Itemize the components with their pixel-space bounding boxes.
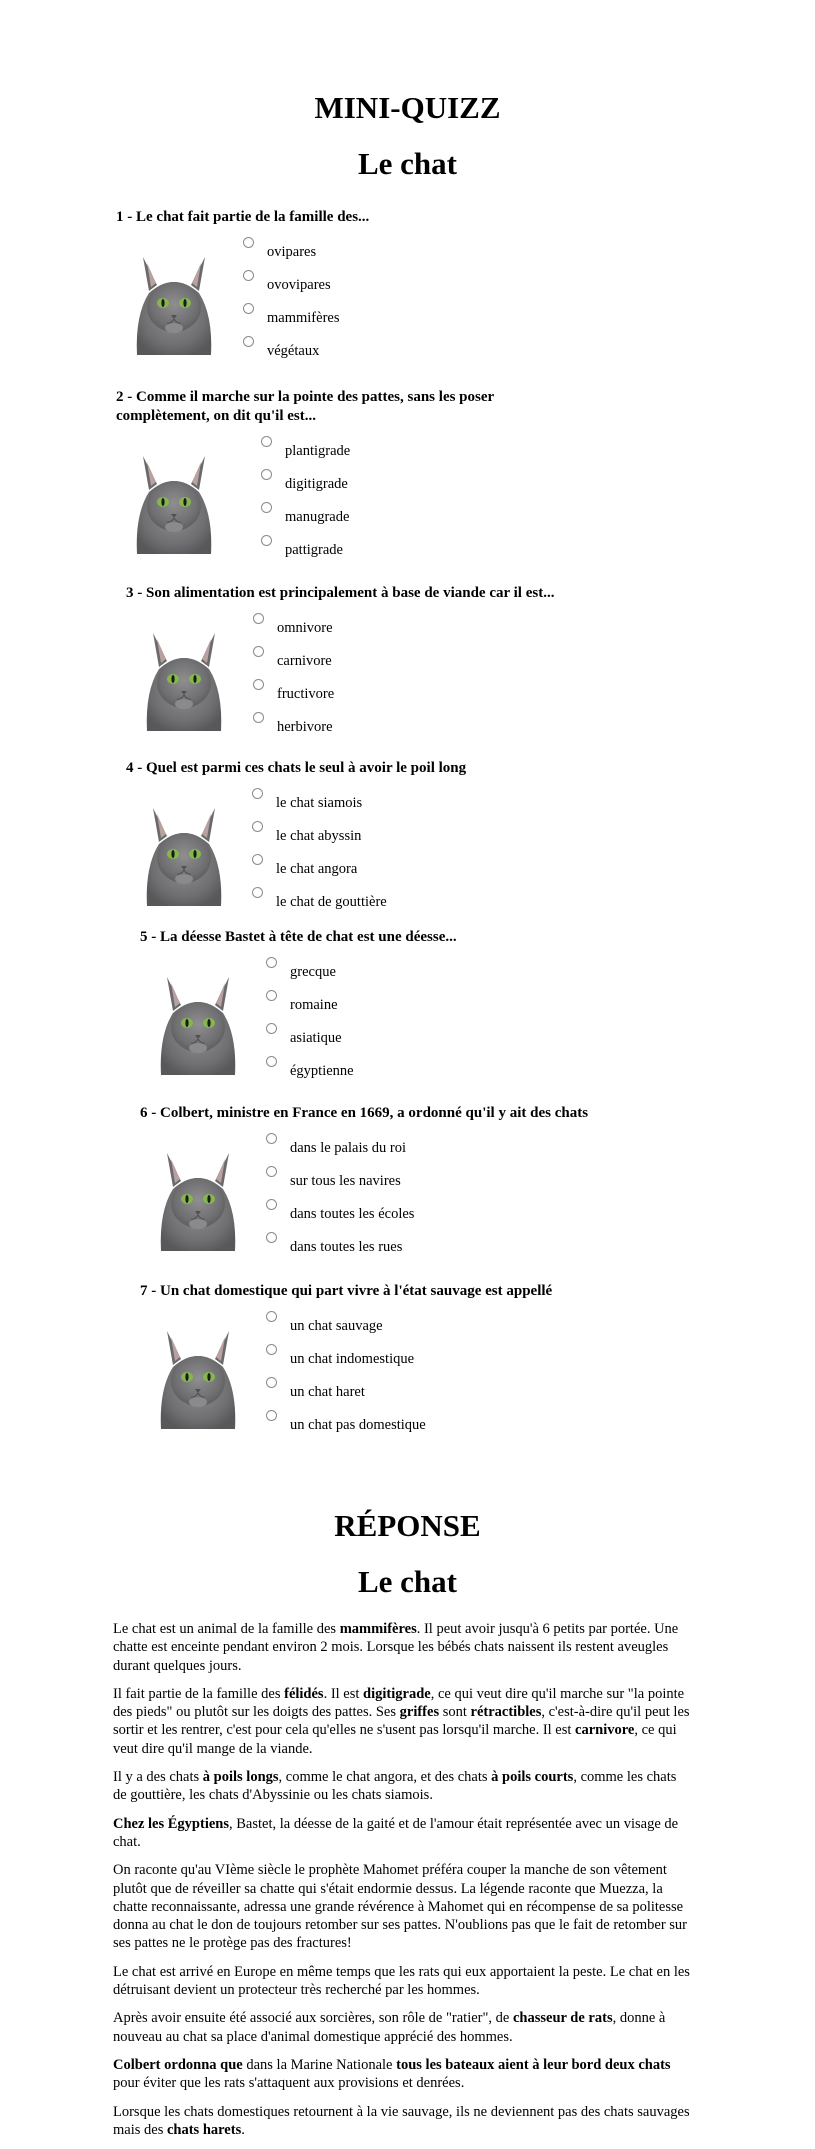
cat-image [153, 965, 243, 1075]
cat-photo [153, 1141, 243, 1251]
radio-button[interactable] [243, 237, 254, 248]
radio-button[interactable] [266, 1133, 277, 1144]
radio-button[interactable] [266, 1199, 277, 1210]
cat-image [139, 796, 229, 906]
cat-image [153, 1319, 243, 1429]
option-label: ovovipares [267, 277, 331, 293]
cat-photo [153, 1319, 243, 1429]
question-text: 1 - Le chat fait partie de la famille des... [116, 209, 370, 225]
radio-button[interactable] [252, 821, 263, 832]
radio-button[interactable] [266, 1344, 277, 1355]
option-label: le chat angora [276, 861, 358, 877]
option-label: romaine [290, 997, 338, 1013]
radio-button[interactable] [252, 788, 263, 799]
option-label: le chat abyssin [276, 828, 362, 844]
question-text: 7 - Un chat domestique qui part vivre à l'état sauvage est appellé [140, 1283, 553, 1299]
radio-button[interactable] [266, 1023, 277, 1034]
radio-button[interactable] [266, 1377, 277, 1388]
option-label: carnivore [277, 653, 332, 669]
question-text: 4 - Quel est parmi ces chats le seul à avoir le poil long [126, 760, 467, 776]
cat-photo [153, 965, 243, 1075]
cat-photo [129, 444, 219, 554]
cat-image [129, 245, 219, 355]
answer-text [113, 1620, 693, 2149]
option-label: le chat siamois [276, 795, 363, 811]
option-label: plantigrade [285, 443, 351, 459]
option-label: dans le palais du roi [290, 1140, 406, 1156]
answer-paragraph: Le chat est un animal de la famille des mammifères. Il peut avoir jusqu'à 6 petits par portée. Une chatte est enceinte pendant environ 2 mois. Lorsque les bébés chats naissent ils restent aveugles durant quelques jours. [113, 1621, 679, 1674]
answer-subtitle: Le chat [357, 1564, 457, 1599]
option-label: asiatique [290, 1030, 342, 1046]
radio-button[interactable] [253, 646, 264, 657]
option-label: égyptienne [290, 1063, 354, 1079]
radio-button[interactable] [266, 1311, 277, 1322]
answer-paragraph: Après avoir ensuite été associé aux sorcières, son rôle de "ratier", de chasseur de rats, donne à nouveau au chat sa place d'animal domestique apprécié des hommes. [113, 2010, 666, 2045]
option-label: manugrade [285, 509, 350, 525]
question-block [126, 584, 746, 735]
question-text: 2 - Comme il marche sur la pointe des pattes, sans les poser complètement, on dit qu'il est... [116, 389, 494, 424]
option-label: omnivore [277, 620, 333, 636]
radio-button[interactable] [261, 469, 272, 480]
radio-button[interactable] [253, 679, 264, 690]
option-label: mammifères [267, 310, 340, 326]
question-block [140, 1282, 760, 1433]
option-label: grecque [290, 964, 336, 980]
answer-paragraph: Lorsque les chats domestiques retournent à la vie sauvage, ils ne deviennent pas des chats sauvages mais des chats harets. [113, 2103, 690, 2138]
radio-button[interactable] [266, 1056, 277, 1067]
radio-button[interactable] [252, 854, 263, 865]
question-block [140, 1104, 760, 1255]
radio-button[interactable] [261, 535, 272, 546]
cat-image [129, 444, 219, 554]
question-block [116, 388, 586, 558]
question-text: 6 - Colbert, ministre en France en 1669, a ordonné qu'il y ait des chats [140, 1105, 589, 1121]
page-subtitle: Le chat [357, 146, 457, 181]
option-label: un chat haret [290, 1384, 365, 1400]
question-block [116, 208, 586, 359]
radio-button[interactable] [253, 613, 264, 624]
cat-image [153, 1141, 243, 1251]
option-label: le chat de gouttière [276, 894, 387, 910]
option-label: sur tous les navires [290, 1173, 401, 1189]
question-block [126, 759, 746, 910]
answer-title: RÉPONSE [334, 1508, 481, 1543]
option-label: fructivore [277, 686, 335, 702]
option-label: dans toutes les rues [290, 1239, 403, 1255]
question-block [140, 928, 760, 1079]
radio-button[interactable] [266, 990, 277, 1001]
cat-image [139, 621, 229, 731]
radio-button[interactable] [266, 957, 277, 968]
option-label: digitigrade [285, 476, 348, 492]
answer-paragraph: Le chat est arrivé en Europe en même temps que les rats qui eux apportaient la peste. Le chat en les détruisant devient un protecteur très recherché par les hommes. [113, 1963, 690, 1999]
radio-button[interactable] [261, 502, 272, 513]
option-label: un chat pas domestique [290, 1417, 426, 1433]
radio-button[interactable] [261, 436, 272, 447]
radio-button[interactable] [243, 303, 254, 314]
answer-paragraph: Colbert ordonna que dans la Marine Nationale tous les bateaux aient à leur bord deux chats pour éviter que les rats s'attaquent aux provisions et denrées. [113, 2056, 671, 2092]
radio-button[interactable] [243, 336, 254, 347]
option-label: ovipares [267, 244, 317, 260]
option-label: herbivore [277, 719, 333, 735]
question-text: 3 - Son alimentation est principalement à base de viande car il est... [126, 585, 555, 601]
radio-button[interactable] [266, 1166, 277, 1177]
cat-photo [129, 245, 219, 355]
radio-button[interactable] [252, 887, 263, 898]
option-label: pattigrade [285, 542, 343, 558]
option-label: un chat indomestique [290, 1351, 415, 1367]
answer-paragraph: Il y a des chats à poils longs, comme le chat angora, et des chats à poils courts, comme les chats de gouttière, les chats d'Abyssinie ou les chats siamois. [113, 1769, 677, 1804]
option-label: dans toutes les écoles [290, 1206, 415, 1222]
option-label: végétaux [267, 343, 320, 359]
answer-paragraph: Il fait partie de la famille des félidés. Il est digitigrade, ce qui veut dire qu'il marche sur "la pointe des pieds" ou plutôt sur les doigts des pattes. Ses griffes sont rétractibles, c'est-à-dire qu'il peut les sortir et les rentrer, c'est pour cela qu'elles ne s'usent pas lorsqu'il marche. Il est carnivore, ce qui veut dire qu'il mange de la viande. [113, 1685, 690, 1757]
radio-button[interactable] [266, 1232, 277, 1243]
question-text: 5 - La déesse Bastet à tête de chat est une déesse... [140, 929, 457, 945]
answer-paragraph: On raconte qu'au VIème siècle le prophète Mahomet préféra couper la manche de son vêtement plutôt que de réveiller sa chatte qui s'était endormie dessus. La légende raconte que Muezza, la chatte reconnaissante, adressa une grande révérence à Mahomet qui en récompense de sa politesse donna au chat le don de toujours retomber sur ses pattes. N'oublions pas que le fait de retomber sur ses pattes ne le protège pas des fractures! [113, 1862, 688, 1952]
radio-button[interactable] [266, 1410, 277, 1421]
radio-button[interactable] [253, 712, 264, 723]
cat-photo [139, 796, 229, 906]
page-title: MINI-QUIZZ [314, 90, 501, 125]
radio-button[interactable] [243, 270, 254, 281]
option-label: un chat sauvage [290, 1318, 383, 1334]
answer-paragraph: Chez les Égyptiens, Bastet, la déesse de la gaité et de l'amour était représentée avec un visage de chat. [113, 1815, 679, 1850]
cat-photo [139, 621, 229, 731]
